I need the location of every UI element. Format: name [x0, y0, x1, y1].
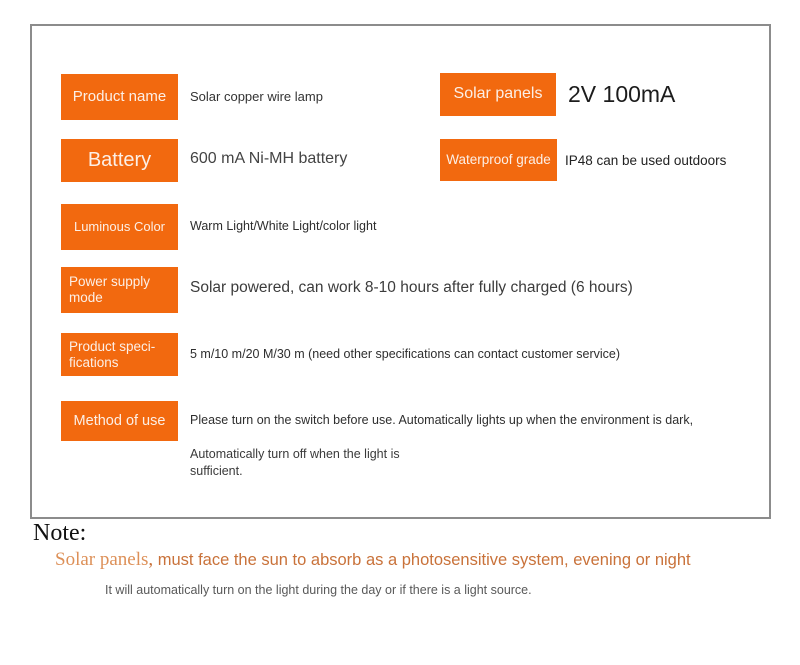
- value-method-of-use-line1: Please turn on the switch before use. Automatically lights up when the environment is dark,: [190, 413, 694, 427]
- label-method-of-use: Method of use: [61, 401, 178, 441]
- value-solar-panels: 2V 100mA: [568, 81, 676, 107]
- label-solar-panels: Solar panels: [440, 73, 556, 116]
- value-product-name: Solar copper wire lamp: [190, 89, 323, 104]
- value-power-supply-mode: Solar powered, can work 8-10 hours after fully charged (6 hours): [190, 279, 633, 296]
- note-heading: Note:: [33, 520, 87, 546]
- value-product-specifications: 5 m/10 m/20 M/30 m (need other specifications can contact customer service): [190, 347, 621, 361]
- label-battery: Battery: [61, 139, 178, 182]
- value-waterproof-grade: IP48 can be used outdoors: [565, 153, 727, 168]
- value-luminous-color: Warm Light/White Light/color light: [190, 219, 377, 233]
- note-orange-text: must face the sun to absorb as a photosensitive system, evening or night: [153, 551, 691, 569]
- label-waterproof-grade: Waterproof grade: [440, 139, 557, 181]
- note-lead-solar-panels: Solar panels: [55, 549, 149, 570]
- label-luminous-color: Luminous Color: [61, 204, 178, 250]
- value-method-of-use-line2: Automatically turn off when the light is sufficient.: [190, 447, 400, 478]
- label-power-supply-mode: Power supply mode: [61, 267, 178, 313]
- label-product-specifications: Product speci-fications: [61, 333, 178, 376]
- label-product-name: Product name: [61, 74, 178, 120]
- value-battery: 600 mA Ni-MH battery: [190, 150, 348, 167]
- note-gray-text: It will automatically turn on the light during the day or if there is a light source.: [105, 583, 532, 597]
- note-comma: ,: [148, 549, 154, 570]
- note-line: [55, 549, 691, 571]
